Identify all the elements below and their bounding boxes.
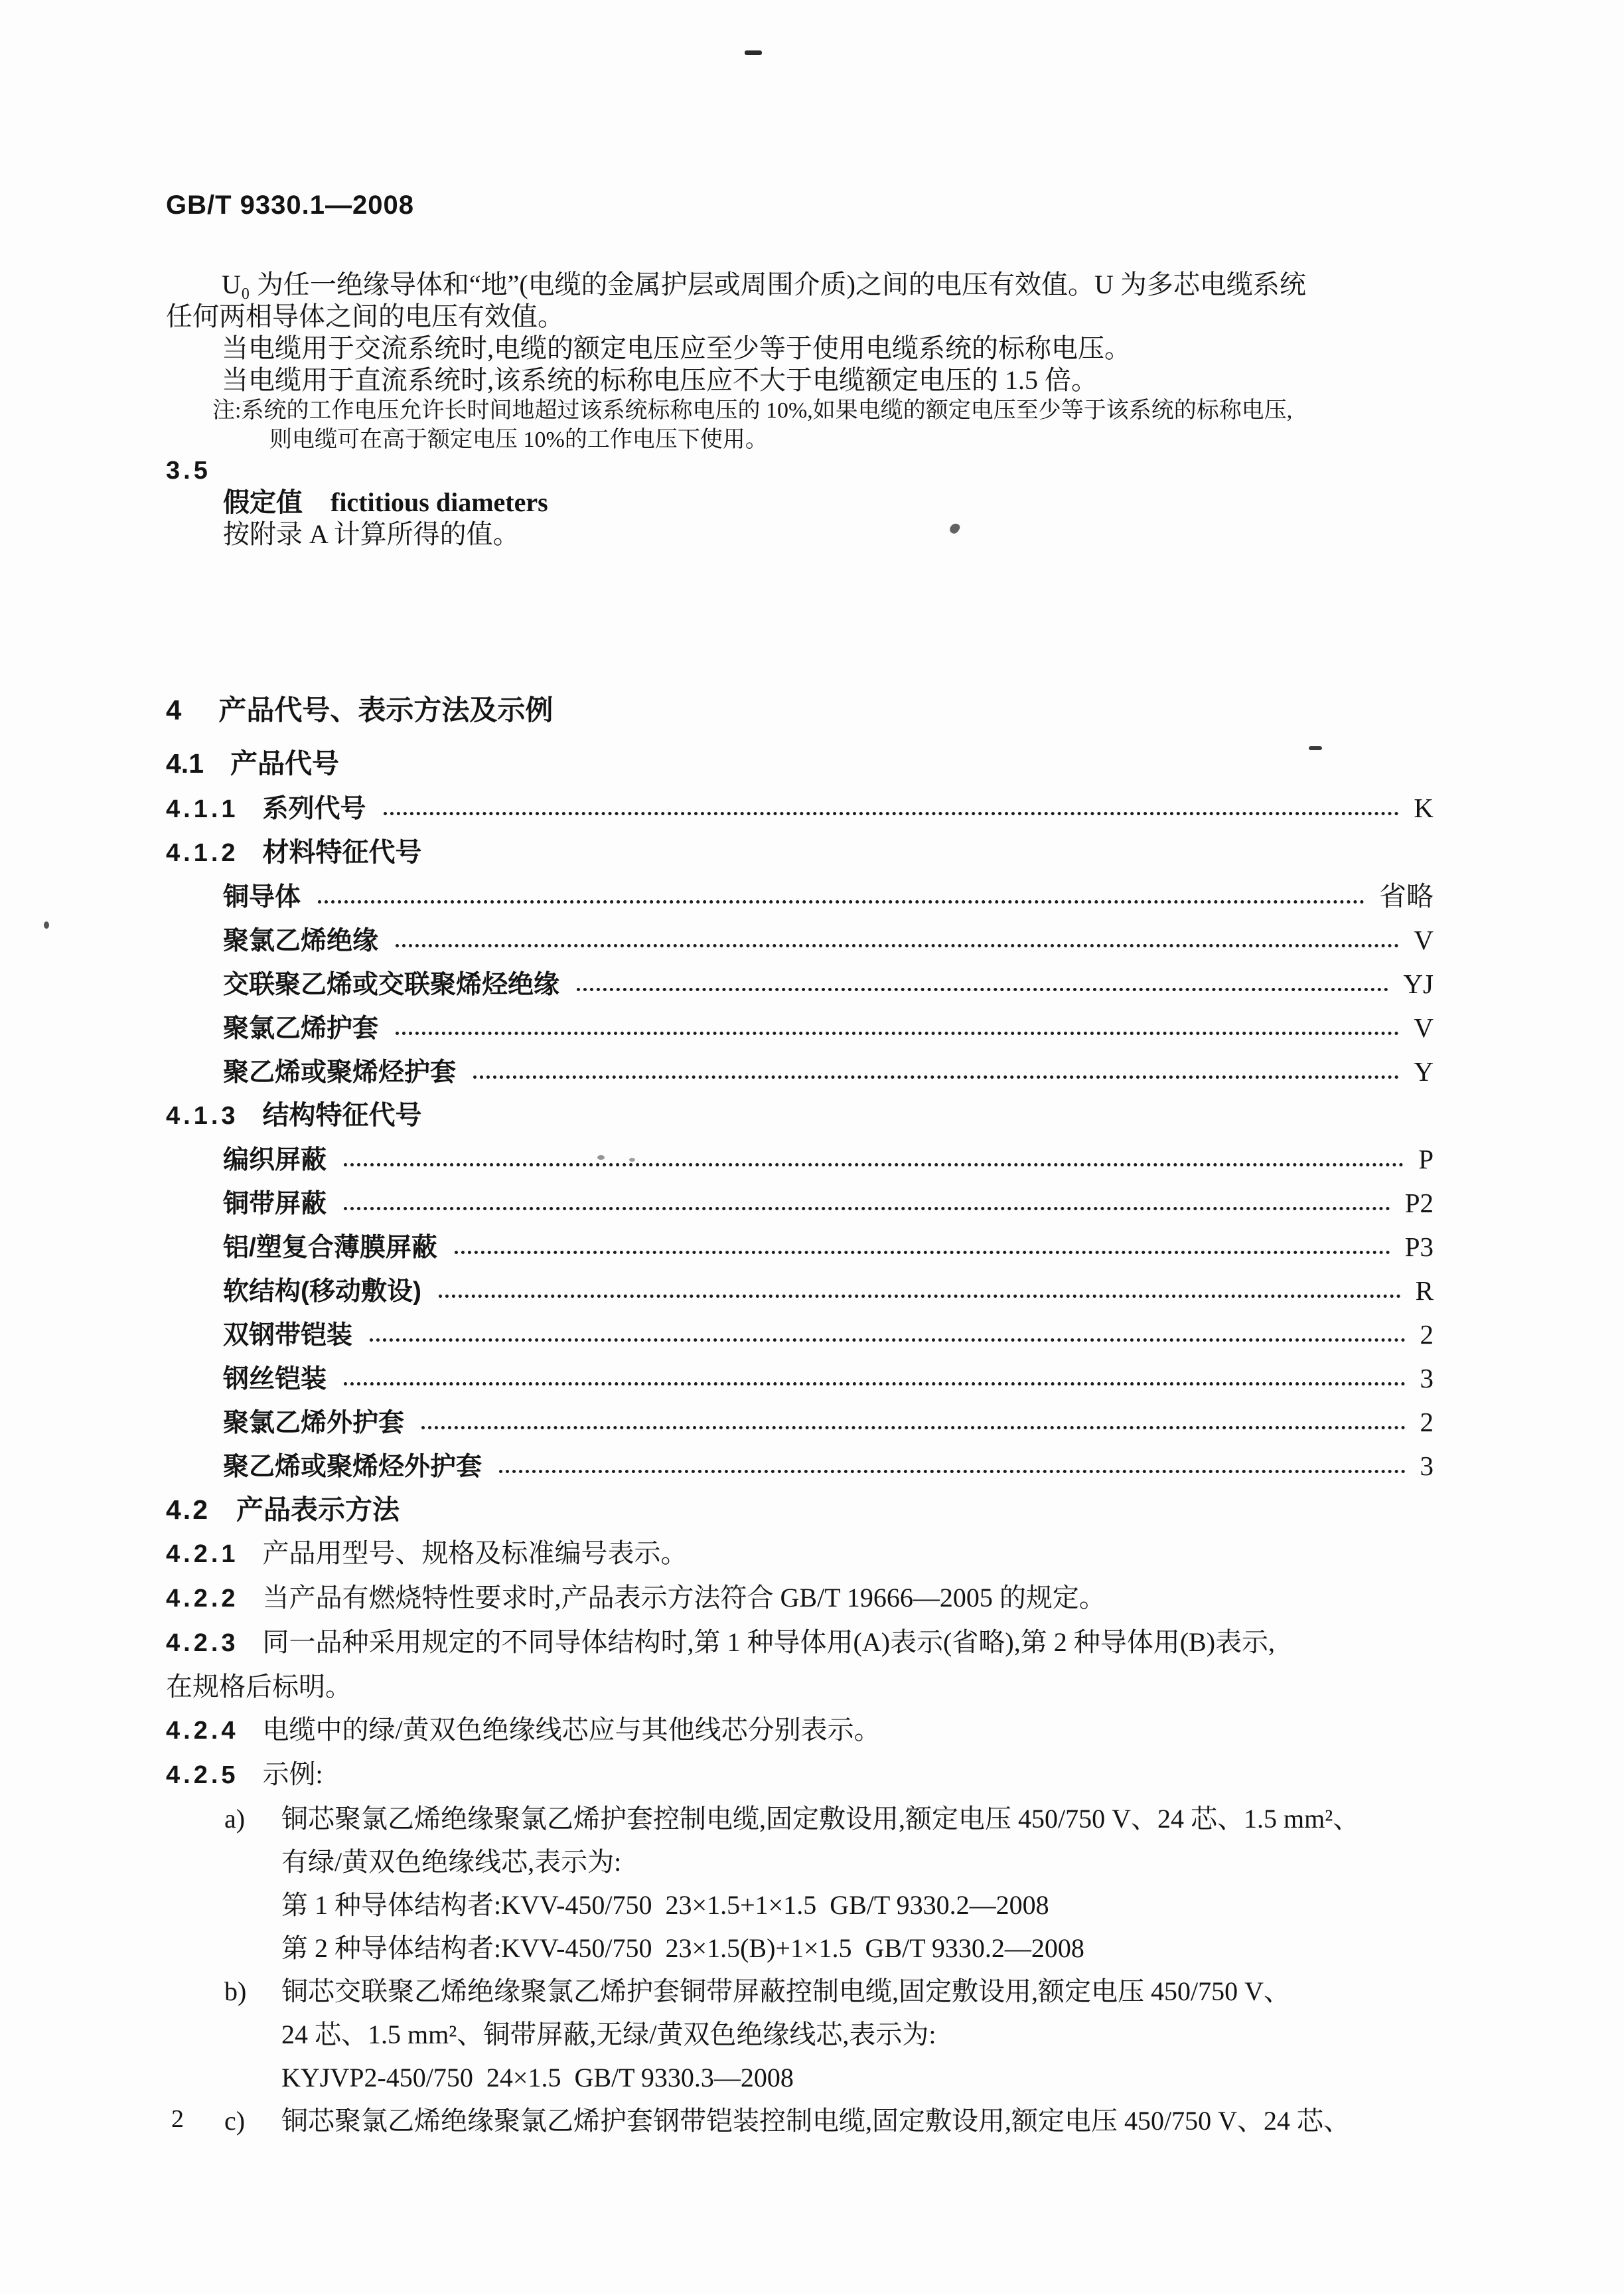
clause-text: 当产品有燃烧特性要求时,产品表示方法符合 GB/T 19666—2005 的规定。 xyxy=(262,1583,1106,1613)
code-value: 省略 xyxy=(1379,881,1434,911)
code-value: Y xyxy=(1414,1056,1434,1087)
section-title: 产品代号 xyxy=(230,748,339,779)
code-value: K xyxy=(1414,793,1434,823)
code-label: 铜带屏蔽 xyxy=(223,1190,327,1218)
code-label: 软结构(移动敷设) xyxy=(223,1277,421,1306)
term-definition-text: 按附录 A 计算所得的值。 xyxy=(223,519,520,549)
scan-speck xyxy=(629,1158,635,1162)
dotted-leader xyxy=(396,944,1399,947)
section-4-heading xyxy=(166,687,1457,734)
example-c xyxy=(166,2099,1457,2142)
clause-4-2-1 xyxy=(166,1532,1457,1576)
paragraph-line: 任何两相导体之间的电压有效值。 xyxy=(166,301,564,331)
term-definition-title xyxy=(166,487,1457,518)
clause-number: 4.2.5 xyxy=(166,1761,239,1789)
section-number: 4.1 xyxy=(166,748,204,779)
dotted-leader xyxy=(439,1295,1401,1298)
clause-title: 材料特征代号 xyxy=(262,838,422,867)
clause-number: 4.2.3 xyxy=(166,1629,239,1657)
voltage-definitions-block xyxy=(166,269,1457,455)
code-leader-row xyxy=(166,919,1457,963)
code-leader-row xyxy=(166,1401,1457,1445)
code-leader-row xyxy=(166,875,1457,919)
example-a-line: 有绿/黄双色绝缘线芯,表示为: xyxy=(281,1847,622,1877)
paragraph-line: 当电缆用于交流系统时,电缆的额定电压应至少等于使用电缆系统的标称电压。 xyxy=(222,333,1131,363)
code-leader-row xyxy=(166,963,1457,1006)
dotted-leader xyxy=(370,1338,1405,1342)
clause-title: 结构特征代号 xyxy=(262,1101,422,1130)
section-number: 4 xyxy=(166,694,182,726)
dotted-leader xyxy=(455,1251,1390,1254)
code-label: 编织屏蔽 xyxy=(223,1146,327,1174)
clause-text: 同一品种采用规定的不同导体结构时,第 1 种导体用(A)表示(省略),第 2 种导体用(B)表示, xyxy=(262,1627,1276,1657)
code-label: 双钢带铠装 xyxy=(223,1321,353,1350)
dotted-leader xyxy=(344,1207,1390,1210)
section-title: 产品代号、表示方法及示例 xyxy=(218,694,554,726)
dotted-leader xyxy=(384,812,1400,815)
clause-number: 4.1.1 xyxy=(166,795,239,823)
code-value: 2 xyxy=(1420,1319,1434,1350)
code-label: 聚氯乙烯护套 xyxy=(223,1014,379,1043)
clause-number: 4.1.3 xyxy=(166,1102,239,1130)
code-value: YJ xyxy=(1403,969,1434,999)
doc-code-header: GB/T 9330.1—2008 xyxy=(166,191,414,220)
clause-number: 4.2.2 xyxy=(166,1585,239,1613)
section-4-1-heading xyxy=(166,740,1457,787)
clause-number: 4.2.4 xyxy=(166,1717,239,1745)
scan-speck xyxy=(597,1155,605,1160)
code-leader-row xyxy=(166,1006,1457,1050)
dotted-leader xyxy=(421,1426,1405,1429)
example-text: 铜芯聚氯乙烯绝缘聚氯乙烯护套钢带铠装控制电缆,固定敷设用,额定电压 450/750 V、24 芯、 xyxy=(281,2106,1350,2136)
paragraph-line: U₀ 为任一绝缘导体和“地”(电缆的金属护层或周围介质)之间的电压有效值。U 为多芯电缆系统 xyxy=(222,270,1306,299)
scan-speck xyxy=(1309,746,1322,750)
example-b-line: KYJVP2-450/750 24×1.5 GB/T 9330.3—2008 xyxy=(281,2063,794,2093)
page-content xyxy=(166,189,1457,2142)
code-leader-row xyxy=(166,1445,1457,1488)
clause-4-1-2-heading xyxy=(166,831,1457,875)
code-label: 聚乙烯或聚烯烃外护套 xyxy=(223,1453,482,1481)
section-4-2-heading xyxy=(166,1488,1457,1532)
code-value: P xyxy=(1418,1144,1434,1174)
section-number: 4.2 xyxy=(166,1494,210,1525)
code-label: 聚乙烯或聚烯烃护套 xyxy=(223,1058,457,1087)
scan-speck xyxy=(745,50,762,55)
code-label: 聚氯乙烯外护套 xyxy=(223,1409,405,1437)
code-label: 钢丝铠装 xyxy=(223,1365,327,1393)
example-b xyxy=(166,1970,1457,2013)
term-en: fictitious diameters xyxy=(331,487,548,517)
example-a xyxy=(166,1797,1457,1840)
code-label: 交联聚乙烯或交联聚烯烃绝缘 xyxy=(223,971,560,999)
code-leader-row xyxy=(166,1050,1457,1094)
code-value: 3 xyxy=(1420,1363,1434,1393)
clause-number: 4.2.1 xyxy=(166,1540,239,1568)
code-leader-row xyxy=(166,1226,1457,1269)
scan-speck xyxy=(44,921,49,929)
code-leader-row xyxy=(166,1138,1457,1182)
code-value: P2 xyxy=(1404,1188,1434,1218)
dotted-leader xyxy=(344,1163,1404,1166)
code-value: 3 xyxy=(1420,1451,1434,1481)
example-marker: a) xyxy=(224,1804,246,1834)
code-leader-row xyxy=(166,1182,1457,1226)
code-value: P3 xyxy=(1404,1231,1434,1262)
dotted-leader xyxy=(577,988,1388,991)
section-title: 产品表示方法 xyxy=(236,1494,400,1525)
dotted-leader xyxy=(318,900,1365,904)
code-value: V xyxy=(1414,1012,1434,1043)
example-marker: c) xyxy=(224,2106,246,2136)
code-label: 铝/塑复合薄膜屏蔽 xyxy=(223,1233,437,1262)
example-a-line: 第 1 种导体结构者:KVV-450/750 23×1.5+1×1.5 GB/T 9330.2—2008 xyxy=(281,1890,1049,1920)
code-leader-row xyxy=(166,1269,1457,1313)
example-a-line: 第 2 种导体结构者:KVV-450/750 23×1.5(B)+1×1.5 GB/T 9330.2—2008 xyxy=(281,1933,1084,1963)
note-line: 注:系统的工作电压允许长时间地超过该系统标称电压的 10%,如果电缆的额定电压至少等于该系统的标称电压, xyxy=(212,398,1293,423)
page-number: 2 xyxy=(171,2105,184,2133)
clause-text: 产品用型号、规格及标准编号表示。 xyxy=(262,1538,688,1568)
code-label: 系列代号 xyxy=(262,795,366,823)
code-value: R xyxy=(1415,1275,1434,1306)
clause-4-1-3-heading xyxy=(166,1094,1457,1138)
clause-4-2-2 xyxy=(166,1576,1457,1621)
code-value: 2 xyxy=(1420,1407,1434,1437)
clause-number: 3.5 xyxy=(166,457,211,485)
example-marker: b) xyxy=(224,1976,247,2006)
clause-4-2-4 xyxy=(166,1708,1457,1753)
dotted-leader xyxy=(344,1382,1405,1385)
clause-4-2-3-continuation: 在规格后标明。 xyxy=(166,1672,352,1701)
dotted-leader xyxy=(499,1470,1405,1473)
dotted-leader xyxy=(396,1032,1399,1035)
clause-3-5 xyxy=(166,455,1457,487)
term-zh: 假定值 xyxy=(223,488,303,517)
clause-number: 4.1.2 xyxy=(166,839,239,867)
code-label: 铜导体 xyxy=(223,883,301,911)
dotted-leader xyxy=(473,1075,1399,1079)
note-line: 则电缆可在高于额定电压 10%的工作电压下使用。 xyxy=(269,428,768,452)
clause-text: 电缆中的绿/黄双色绝缘线芯应与其他线芯分别表示。 xyxy=(262,1715,881,1745)
code-leader-row xyxy=(166,1313,1457,1357)
clause-4-2-5 xyxy=(166,1753,1457,1797)
code-label: 聚氯乙烯绝缘 xyxy=(223,927,379,955)
example-text: 铜芯聚氯乙烯绝缘聚氯乙烯护套控制电缆,固定敷设用,额定电压 450/750 V、24 芯、1.5 mm²、 xyxy=(281,1804,1360,1834)
code-value: V xyxy=(1414,925,1434,955)
example-text: 铜芯交联聚乙烯绝缘聚氯乙烯护套铜带屏蔽控制电缆,固定敷设用,额定电压 450/750 V、 xyxy=(281,1976,1290,2006)
paragraph-line: 当电缆用于直流系统时,该系统的标称电压应不大于电缆额定电压的 1.5 倍。 xyxy=(222,365,1098,395)
clause-text: 示例: xyxy=(262,1759,323,1789)
code-leader-row xyxy=(166,787,1457,831)
example-b-line: 24 芯、1.5 mm²、铜带屏蔽,无绿/黄双色绝缘线芯,表示为: xyxy=(281,2019,936,2049)
code-leader-row xyxy=(166,1357,1457,1401)
clause-4-2-3 xyxy=(166,1621,1457,1665)
